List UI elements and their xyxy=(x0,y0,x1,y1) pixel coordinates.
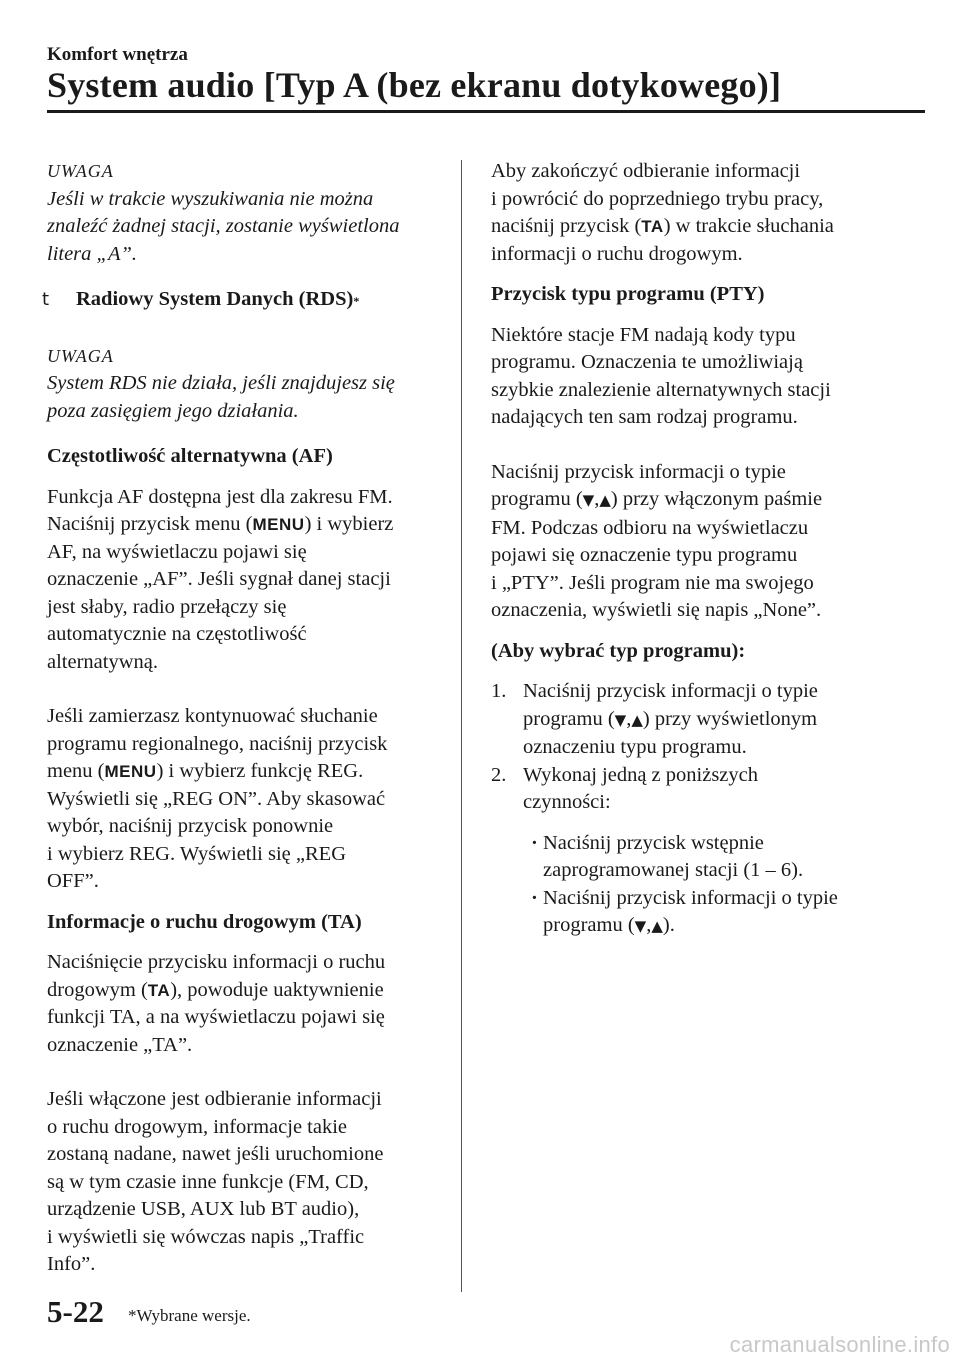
text-line: AF, na wyświetlaczu pojawi się xyxy=(47,540,307,563)
text-line: oznaczeniu typu programu. xyxy=(523,736,747,758)
text-line: Jeśli włączone jest odbieranie informacji xyxy=(47,1088,382,1110)
text-line: Naciśnij przycisk informacji o typie xyxy=(543,886,838,909)
text-line: Funkcja AF dostępna jest dla zakresu FM. xyxy=(47,485,393,508)
text-line: szybkie znalezienie alternatywnych stacji xyxy=(491,378,831,401)
text-span: programu ( xyxy=(491,488,583,510)
note-label: UWAGA xyxy=(47,345,114,366)
text-line: i „PTY”. Jeśli program nie ma swojego xyxy=(491,571,814,594)
text-line: o ruchu drogowym, informacje takie xyxy=(47,1115,348,1138)
text-line: zaprogramowanej stacji (1 – 6). xyxy=(543,859,804,881)
ta-paragraph-1 xyxy=(47,949,439,1059)
text-line: System RDS nie działa, jeśli znajdujesz się xyxy=(47,372,395,394)
arrow-up-icon: ▲ xyxy=(651,917,663,935)
text-span: ) przy wyświetlonym xyxy=(642,707,818,730)
text-line: Naciśnij przycisk wstępnie xyxy=(543,831,764,854)
step-number: 1. xyxy=(491,680,507,702)
rds-heading xyxy=(42,286,439,316)
right-column xyxy=(491,158,886,941)
arrow-down-icon: ▼ xyxy=(582,491,595,509)
column-divider xyxy=(461,160,462,1292)
text-line: automatycznie na częstotliwość xyxy=(47,623,307,645)
text-span: drogowym ( xyxy=(47,978,148,1001)
page-title: System audio [Typ A (bez ekranu dotykowego)] xyxy=(47,65,782,105)
left-column xyxy=(42,158,439,1279)
text-line: jest słaby, radio przełączy się xyxy=(47,595,287,618)
text-span: ) przy włączonym paśmie xyxy=(610,488,823,510)
text-span: , xyxy=(646,914,652,936)
text-line: Jeśli zamierzasz kontynuować słuchanie xyxy=(47,705,378,727)
text-span: ) w trakcie słuchania xyxy=(663,215,834,237)
text-line: funkcji TA, a na wyświetlaczu pojawi się xyxy=(47,1006,385,1028)
ta-stop-paragraph xyxy=(491,158,886,268)
text-line: Aby zakończyć odbieranie informacji xyxy=(491,160,801,182)
list-item xyxy=(491,678,886,762)
text-line: informacji o ruchu drogowym. xyxy=(491,242,743,265)
text-line: i wyświetli się wówczas napis „Traffic xyxy=(47,1225,365,1248)
text-span: menu ( xyxy=(47,760,105,782)
text-line: oznaczenia, wyświetli się napis „None”. xyxy=(491,599,822,621)
text-span: naciśnij przycisk ( xyxy=(491,215,642,237)
text-span: ). xyxy=(662,914,675,936)
text-line: oznaczenie „AF”. Jeśli sygnał danej stacji xyxy=(47,568,391,590)
pty-heading: Przycisk typu programu (PTY) xyxy=(491,283,765,305)
text-line: OFF”. xyxy=(47,870,99,892)
text-line: Wykonaj jedną z poniższych xyxy=(523,763,758,786)
text-span: , xyxy=(594,488,600,510)
note-label: UWAGA xyxy=(47,161,114,181)
arrow-down-icon: ▼ xyxy=(634,917,647,935)
text-line xyxy=(491,486,886,515)
asterisk-marker: * xyxy=(353,294,360,308)
choose-type-heading: (Aby wybrać typ programu): xyxy=(491,639,746,662)
text-span: programu ( xyxy=(523,707,615,730)
step-number: 2. xyxy=(491,763,507,786)
ta-paragraph-2 xyxy=(47,1086,439,1279)
menu-button-icon: MENU xyxy=(252,515,305,534)
text-line: i powrócić do poprzedniego trybu pracy, xyxy=(491,187,824,210)
text-line: Naciśnij przycisk informacji o typie xyxy=(491,460,786,483)
pty-paragraph-1 xyxy=(491,322,886,432)
ta-button-icon: TA xyxy=(147,980,171,1000)
af-heading: Częstotliwość alternatywna (AF) xyxy=(47,445,333,467)
text-line: Info”. xyxy=(47,1253,96,1275)
watermark: carmanualsonline.info xyxy=(729,1332,950,1357)
header-rule xyxy=(47,110,925,113)
text-line: litera „A”. xyxy=(47,242,137,265)
note-rds xyxy=(47,343,439,426)
bullet-dot-icon: · xyxy=(531,831,538,854)
text-line: FM. Podczas odbioru na wyświetlaczu xyxy=(491,516,809,539)
text-line: programu regionalnego, naciśnij przycisk xyxy=(47,732,388,755)
text-line: Wyświetli się „REG ON”. Aby skasować xyxy=(47,787,386,810)
text-line xyxy=(47,511,439,539)
text-line: zostaną nadane, nawet jeśli uruchomione xyxy=(47,1143,384,1165)
text-line: Niektóre stacje FM nadają kody typu xyxy=(491,323,796,346)
note-search xyxy=(47,158,439,268)
text-line: wybór, naciśnij przycisk ponownie xyxy=(47,815,334,837)
text-line: oznaczenie „TA”. xyxy=(47,1033,193,1056)
text-span: , xyxy=(626,707,632,730)
text-line xyxy=(523,706,818,735)
text-line xyxy=(47,977,439,1005)
list-item xyxy=(491,830,886,885)
section-bullet-icon: t xyxy=(42,289,50,310)
list-item xyxy=(491,762,886,817)
menu-button-icon: MENU xyxy=(104,762,157,781)
text-line: alternatywną. xyxy=(47,650,158,673)
text-line: poza zasięgiem jego działania. xyxy=(47,399,299,422)
text-line: czynności: xyxy=(523,791,611,813)
text-line: nadających ten sam rodzaj programu. xyxy=(491,406,798,428)
text-span: ) i wybierz xyxy=(304,513,394,535)
arrow-down-icon: ▼ xyxy=(614,710,627,729)
text-span: ), powoduje uaktywnienie xyxy=(170,978,384,1001)
pty-paragraph-2 xyxy=(491,459,886,625)
text-line: są w tym czasie inne funkcje (FM, CD, xyxy=(47,1170,369,1193)
text-line: urządzenie USB, AUX lub BT audio), xyxy=(47,1198,360,1220)
rds-heading-text: Radiowy System Danych (RDS) xyxy=(76,288,354,310)
text-line xyxy=(543,912,838,941)
text-line: znaleźć żadnej stacji, zostanie wyświetlona xyxy=(47,215,400,237)
text-span: ) i wybierz funkcję REG. xyxy=(156,760,364,782)
text-line: Naciśnięcie przycisku informacji o ruchu xyxy=(47,951,386,973)
text-line xyxy=(47,758,439,786)
text-line: Naciśnij przycisk informacji o typie xyxy=(523,680,818,702)
footnote: *Wybrane wersje. xyxy=(128,1306,251,1325)
list-item xyxy=(491,885,886,941)
ta-heading: Informacje o ruchu drogowym (TA) xyxy=(47,910,362,933)
page-number: 5-22 xyxy=(47,1294,104,1329)
arrow-up-icon: ▲ xyxy=(631,710,643,729)
text-line: Jeśli w trakcie wyszukiwania nie można xyxy=(47,187,374,210)
text-line: i wybierz REG. Wyświetli się „REG xyxy=(47,842,347,865)
arrow-up-icon: ▲ xyxy=(599,491,611,509)
text-line: programu. Oznaczenia te umożliwiają xyxy=(491,351,803,373)
af-paragraph-2 xyxy=(47,703,439,896)
bullet-dot-icon: · xyxy=(531,886,538,909)
text-span: Naciśnij przycisk menu ( xyxy=(47,513,253,535)
af-paragraph-1 xyxy=(47,484,439,677)
text-line xyxy=(491,213,886,241)
text-span: programu ( xyxy=(543,914,635,936)
ta-button-icon: TA xyxy=(641,217,664,236)
text-line: pojawi się oznaczenie typu programu xyxy=(491,544,798,566)
section-label: Komfort wnętrza xyxy=(47,44,188,65)
